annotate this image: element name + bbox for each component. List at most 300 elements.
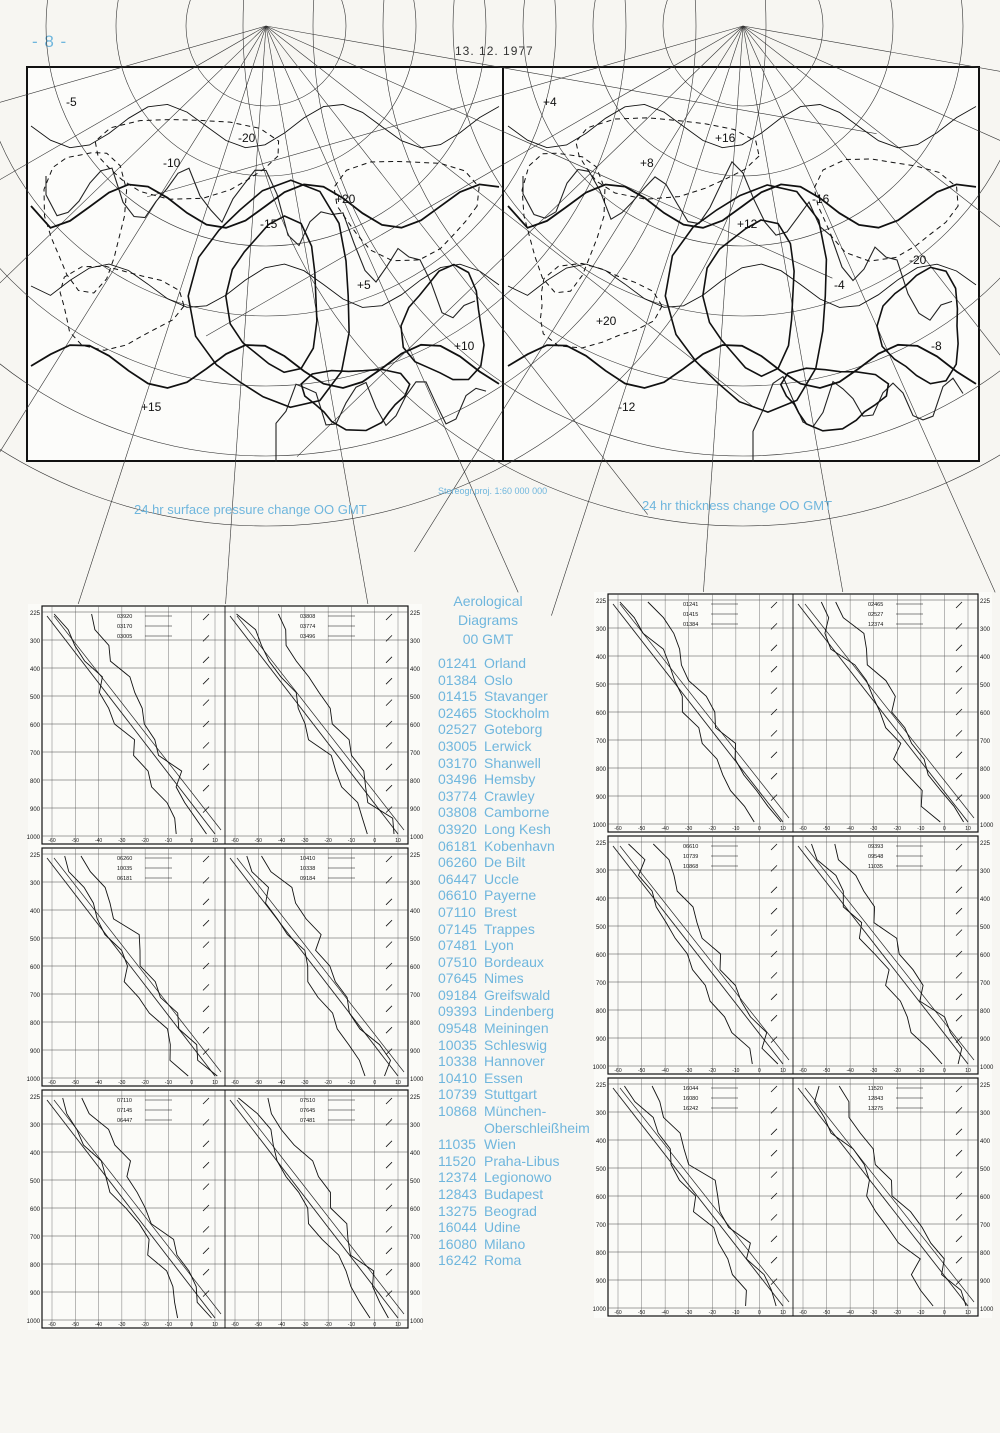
pressure-label: 500: [980, 1167, 991, 1173]
wind-barb: [203, 700, 209, 706]
station-code: 03005: [438, 737, 477, 754]
station-item: [438, 1070, 598, 1087]
pressure-label: 700: [980, 739, 991, 745]
pressure-label: 500: [410, 1179, 421, 1185]
pressure-label: 225: [29, 853, 40, 859]
adiabat-line: [230, 858, 398, 1076]
temperature-tick: -10: [347, 1080, 356, 1086]
station-code-label: 06610: [683, 844, 699, 850]
wind-barb: [203, 1226, 209, 1232]
pressure-label: 600: [595, 711, 606, 717]
station-code: 06447: [438, 870, 477, 887]
pressure-label: 400: [595, 897, 606, 903]
temperature-tick: 10: [780, 826, 786, 832]
station-code-label: 03005: [117, 634, 133, 640]
pressure-label: 400: [595, 1139, 606, 1145]
temperature-tick: 0: [758, 1310, 761, 1316]
pressure-label: 500: [410, 695, 421, 701]
isoline-label: +10: [454, 339, 475, 353]
station-code: 13275: [438, 1202, 477, 1219]
pressure-label: 225: [980, 841, 991, 847]
station-name: Praha-Libus: [484, 1152, 560, 1169]
temperature-tick: -10: [164, 838, 173, 844]
pressure-label: 400: [980, 1139, 991, 1145]
wind-barb: [386, 1141, 392, 1147]
pressure-label: 500: [595, 925, 606, 931]
station-code-label: 06447: [117, 1118, 133, 1124]
right-map-caption: 24 hr thickness change OO GMT: [642, 498, 833, 513]
station-code-label: 07145: [117, 1108, 133, 1114]
station-code-label: 16044: [683, 1086, 699, 1092]
temperature-tick: 0: [373, 1322, 377, 1328]
wind-barb: [771, 972, 777, 978]
temperature-tick: -10: [164, 1080, 173, 1086]
station-name: Camborne: [484, 804, 550, 821]
aerological-diagrams-right: [594, 592, 992, 1318]
station-code-label: 03808: [300, 614, 316, 620]
station-code: 03920: [438, 820, 477, 837]
station-code: 16242: [438, 1252, 477, 1269]
station-name: Trappes: [484, 920, 535, 937]
pressure-label: 300: [595, 869, 606, 875]
isoline-label: +5: [357, 278, 371, 292]
pressure-label: 1000: [26, 1077, 40, 1083]
pressure-label: 300: [980, 627, 991, 633]
temperature-tick: -40: [846, 1068, 854, 1074]
aerological-title-line: Aerological: [453, 593, 523, 609]
station-item: [438, 1186, 598, 1203]
station-name: Hannover: [484, 1053, 545, 1070]
adiabat-line: [47, 858, 215, 1076]
temperature-tick: -10: [732, 1068, 740, 1074]
pressure-label: 300: [595, 1111, 606, 1117]
pressure-label: 500: [980, 683, 991, 689]
pressure-label: 900: [980, 1279, 991, 1285]
wind-barb: [771, 1015, 777, 1021]
temperature-tick: 10: [780, 1068, 786, 1074]
pressure-label: 1000: [410, 1077, 424, 1083]
station-code: 03808: [438, 804, 477, 821]
station-code-label: 01415: [683, 612, 699, 618]
left-map-caption: 24 hr surface pressure change OO GMT: [134, 502, 367, 517]
wind-barb: [203, 764, 209, 770]
temperature-tick: -60: [614, 1068, 622, 1074]
pressure-label: 900: [29, 1049, 40, 1055]
station-item: [438, 1003, 598, 1020]
wind-barb: [956, 688, 962, 694]
station-item: [438, 937, 598, 954]
station-code: 03170: [438, 754, 477, 771]
wind-barb: [956, 930, 962, 936]
pressure-label: 900: [595, 795, 606, 801]
station-code-label: 01384: [683, 622, 699, 628]
station-name: Nimes: [484, 970, 524, 987]
pressure-label: 225: [29, 611, 40, 617]
station-code: 10035: [438, 1036, 477, 1053]
station-name: Roma: [484, 1252, 522, 1269]
station-code: 16080: [438, 1235, 477, 1252]
station-item: [438, 1203, 598, 1220]
aerological-station-list: [438, 592, 598, 1269]
wind-barb: [956, 623, 962, 629]
temperature-tick: -50: [254, 1080, 262, 1086]
station-code-label: 16242: [683, 1106, 699, 1112]
station-code: 10410: [438, 1069, 477, 1086]
station-item: [438, 1086, 598, 1103]
wind-barb: [386, 942, 392, 948]
pressure-label: 1000: [980, 1065, 994, 1071]
isoline-label: -12: [618, 400, 636, 414]
skew-t-panel: [27, 848, 424, 1086]
station-name: Lindenberg: [484, 1003, 555, 1020]
pressure-label: 900: [410, 807, 421, 813]
wind-barb: [386, 742, 392, 748]
wind-barb: [386, 1269, 392, 1275]
station-item: [438, 738, 598, 755]
wind-barb: [771, 1279, 777, 1285]
pressure-label: 600: [980, 953, 991, 959]
wind-barb: [386, 657, 392, 663]
wind-barb: [956, 773, 962, 779]
station-code: 12374: [438, 1169, 477, 1186]
temperature-tick: -50: [637, 1068, 646, 1074]
pressure-label: 1000: [592, 1065, 606, 1071]
station-code: 07481: [438, 937, 477, 954]
pressure-label: 800: [410, 779, 421, 785]
wind-barb: [771, 1129, 777, 1135]
wind-barb: [386, 984, 392, 990]
station-code-label: 10868: [683, 864, 699, 870]
wind-barb: [956, 666, 962, 672]
wind-barb: [956, 1214, 962, 1220]
wind-barb: [203, 635, 209, 641]
pressure-label: 600: [29, 723, 40, 729]
temperature-tick: -20: [893, 826, 901, 832]
station-code: 10739: [438, 1086, 477, 1103]
temperature-tick: 0: [373, 838, 377, 844]
temperature-tick: -30: [301, 1322, 309, 1328]
temperature-tick: 0: [190, 1322, 194, 1328]
pressure-label: 225: [980, 599, 991, 605]
temperature-tick: -50: [637, 826, 646, 832]
wind-barb: [203, 1141, 209, 1147]
temperature-tick: -10: [732, 826, 740, 832]
pressure-label: 800: [595, 1251, 606, 1257]
temperature-tick: -40: [846, 1310, 854, 1316]
station-list: [438, 655, 598, 1269]
temperature-tick: -60: [231, 1080, 239, 1086]
station-code-label: 03496: [300, 634, 316, 640]
temperature-tick: -40: [94, 1322, 103, 1328]
isoline-label: +15: [141, 400, 162, 414]
station-code: 03496: [438, 771, 477, 788]
skew-t-panel: [593, 1078, 994, 1316]
pressure-label: 800: [410, 1021, 421, 1027]
isoline-label: +8: [640, 156, 654, 170]
pressure-label: 600: [29, 1207, 40, 1213]
station-code: 02465: [438, 704, 477, 721]
station-code-label: 02465: [868, 602, 884, 608]
station-code: 16044: [438, 1219, 477, 1236]
station-code: 01241: [438, 655, 477, 671]
temperature-tick: -40: [94, 1080, 103, 1086]
station-code: 12843: [438, 1186, 477, 1202]
wind-barb: [771, 773, 777, 779]
station-name: Uccle: [484, 870, 520, 887]
pressure-label: 600: [410, 723, 421, 729]
pressure-label: 300: [980, 1111, 991, 1117]
isoline-label: -20: [909, 253, 927, 267]
station-code-label: 12374: [868, 622, 884, 628]
temperature-tick: 0: [758, 826, 761, 832]
wind-barb: [771, 1086, 777, 1092]
station-name: Long Kesh: [484, 820, 551, 837]
adiabat-line: [805, 1088, 974, 1302]
pressure-label: 600: [980, 1195, 991, 1201]
weather-maps: [26, 66, 980, 462]
temperature-tick: 10: [395, 838, 401, 844]
wind-barb: [203, 742, 209, 748]
isoline-label: -5: [66, 95, 77, 109]
wind-barb: [386, 1184, 392, 1190]
wind-barb: [203, 1049, 209, 1055]
station-item: [438, 970, 598, 987]
station-name: Stuttgart: [484, 1086, 537, 1103]
station-code-label: 16080: [683, 1096, 699, 1102]
adiabat-line: [230, 616, 398, 834]
pressure-label: 700: [29, 751, 40, 757]
wind-barb: [956, 1279, 962, 1285]
station-item: [438, 1053, 598, 1070]
station-code-label: 07510: [300, 1098, 316, 1104]
temperature-tick: -40: [277, 1080, 286, 1086]
temperature-tick: -60: [799, 1068, 807, 1074]
station-code: 07645: [438, 970, 477, 987]
pressure-label: 500: [980, 925, 991, 931]
wind-barb: [386, 1226, 392, 1232]
station-name: München-Oberschleißheim: [484, 1103, 590, 1136]
adiabat-line: [54, 858, 221, 1072]
station-item: [438, 1037, 598, 1054]
pressure-label: 500: [29, 937, 40, 943]
pressure-label: 800: [980, 1009, 991, 1015]
pressure-label: 700: [410, 993, 421, 999]
pressure-label: 800: [980, 767, 991, 773]
pressure-label: 600: [29, 965, 40, 971]
station-name: Meiningen: [484, 1020, 549, 1037]
station-name: Orland: [484, 655, 527, 671]
pressure-label: 900: [595, 1037, 606, 1043]
pressure-label: 600: [980, 711, 991, 717]
station-code: 01384: [438, 671, 477, 688]
temperature-tick: -10: [732, 1310, 740, 1316]
temperature-tick: -10: [347, 838, 356, 844]
pressure-label: 800: [595, 1009, 606, 1015]
adiabat-line: [805, 604, 974, 818]
station-name: Shanwell: [484, 754, 541, 771]
pressure-label: 400: [29, 1151, 40, 1157]
station-name: Kobenhavn: [484, 837, 555, 854]
isoline-label: +12: [737, 217, 758, 231]
pressure-label: 900: [980, 1037, 991, 1043]
temperature-tick: -30: [118, 1080, 126, 1086]
wind-barb: [203, 1098, 209, 1104]
pressure-label: 700: [980, 1223, 991, 1229]
temperature-tick: -30: [870, 826, 878, 832]
station-item: [438, 1236, 598, 1253]
wind-barb: [386, 807, 392, 813]
pressure-label: 700: [29, 993, 40, 999]
station-code: 10868: [438, 1103, 477, 1120]
pressure-label: 700: [595, 739, 606, 745]
temperature-tick: -20: [324, 1080, 332, 1086]
pressure-label: 800: [410, 1263, 421, 1269]
pressure-label: 225: [595, 1083, 606, 1089]
wind-barb: [386, 678, 392, 684]
isoline-label: +4: [543, 95, 557, 109]
skew-t-panel: [27, 1090, 424, 1328]
pressure-label: 500: [595, 683, 606, 689]
temperature-tick: 10: [965, 1068, 971, 1074]
station-code-label: 09184: [300, 876, 316, 882]
station-code-label: 10739: [683, 854, 699, 860]
adiabat-line: [54, 1100, 221, 1314]
wind-barb: [203, 657, 209, 663]
adiabat-line: [237, 858, 404, 1072]
wind-barb: [386, 877, 392, 883]
station-code-label: 03774: [300, 624, 316, 630]
wind-barb: [386, 635, 392, 641]
wind-barb: [386, 920, 392, 926]
pressure-label: 900: [410, 1291, 421, 1297]
wind-barb: [956, 752, 962, 758]
station-name: Bordeaux: [484, 953, 544, 970]
wind-barb: [771, 865, 777, 871]
wind-barb: [386, 1006, 392, 1012]
pressure-label: 1000: [592, 1307, 606, 1313]
wind-barb: [956, 1086, 962, 1092]
pressure-label: 700: [595, 981, 606, 987]
temperature-tick: -60: [48, 1322, 56, 1328]
station-code-label: 07110: [117, 1098, 132, 1104]
pressure-label: 225: [29, 1095, 40, 1101]
aerological-title-line: Diagrams: [458, 612, 518, 628]
temperature-tick: 10: [780, 1310, 786, 1316]
temperature-tick: -20: [141, 1080, 149, 1086]
adiabat-line: [54, 616, 221, 830]
temperature-tick: -50: [637, 1310, 646, 1316]
station-code: 09548: [438, 1020, 477, 1037]
wind-barb: [386, 1291, 392, 1297]
station-item: [438, 821, 598, 838]
pressure-label: 300: [980, 869, 991, 875]
wind-barb: [956, 1129, 962, 1135]
isoline-label: -20: [238, 131, 256, 145]
pressure-label: 225: [410, 1095, 421, 1101]
adiabat-line: [237, 616, 404, 830]
skew-t-panel: [27, 606, 424, 844]
temperature-tick: 0: [373, 1080, 377, 1086]
pressure-label: 500: [595, 1167, 606, 1173]
pressure-label: 300: [29, 881, 40, 887]
pressure-label: 1000: [592, 823, 606, 829]
adiabat-line: [47, 616, 215, 834]
temperature-tick: -50: [71, 1080, 79, 1086]
temperature-tick: -20: [708, 1310, 716, 1316]
wind-barb: [771, 1150, 777, 1156]
temperature-tick: 10: [395, 1080, 401, 1086]
pressure-label: 400: [410, 909, 421, 915]
station-item: [438, 987, 598, 1004]
station-item: [438, 672, 598, 689]
pressure-label: 700: [980, 981, 991, 987]
pressure-label: 800: [29, 1263, 40, 1269]
projection-caption: Stereogr.proj. 1:60 000 000: [438, 486, 548, 496]
station-code-label: 12843: [868, 1096, 884, 1102]
temperature-tick: 10: [965, 1310, 971, 1316]
station-code: 09393: [438, 1003, 477, 1020]
pressure-label: 900: [29, 807, 40, 813]
aerological-title-line: 00 GMT: [462, 631, 514, 647]
wind-barb: [956, 844, 962, 850]
pressure-label: 300: [410, 639, 421, 645]
pressure-label: 1000: [980, 823, 994, 829]
wind-barb: [956, 1107, 962, 1113]
wind-barb: [956, 908, 962, 914]
wind-barb: [956, 602, 962, 608]
station-item: [438, 771, 598, 788]
wind-barb: [386, 1049, 392, 1055]
wind-barb: [386, 1119, 392, 1125]
wind-barb: [203, 1184, 209, 1190]
pressure-label: 300: [29, 639, 40, 645]
station-code-label: 13275: [868, 1106, 884, 1112]
temperature-tick: 10: [212, 838, 218, 844]
wind-barb: [203, 1006, 209, 1012]
station-code: 02527: [438, 721, 477, 738]
wind-barb: [203, 1119, 209, 1125]
temperature-tick: -40: [661, 1310, 669, 1316]
temperature-tick: -20: [893, 1068, 901, 1074]
temperature-tick: -50: [254, 1322, 262, 1328]
station-name: Legionowo: [484, 1169, 552, 1186]
pressure-label: 800: [29, 779, 40, 785]
wind-barb: [771, 645, 777, 651]
wind-barb: [203, 1269, 209, 1275]
isoline-label: +16: [715, 131, 736, 145]
page-date: 13. 12. 1977: [455, 44, 534, 58]
temperature-tick: 10: [395, 1322, 401, 1328]
pressure-label: 600: [595, 953, 606, 959]
station-item: [438, 954, 598, 971]
pressure-label: 400: [410, 1151, 421, 1157]
isoline-label: -16: [812, 192, 830, 206]
station-code-label: 02527: [868, 612, 884, 618]
wind-barb: [386, 856, 392, 862]
station-name: Udine: [484, 1219, 521, 1236]
wind-barb: [386, 614, 392, 620]
wind-barb: [386, 899, 392, 905]
temperature-tick: -60: [799, 1310, 807, 1316]
temperature-tick: -60: [614, 1310, 622, 1316]
isoline-label: -4: [834, 278, 845, 292]
wind-barb: [956, 1236, 962, 1242]
station-code-label: 10035: [117, 866, 133, 872]
temperature-tick: -20: [324, 838, 332, 844]
wind-barb: [771, 752, 777, 758]
station-name: De Bilt: [484, 854, 526, 871]
temperature-tick: 0: [943, 1068, 946, 1074]
